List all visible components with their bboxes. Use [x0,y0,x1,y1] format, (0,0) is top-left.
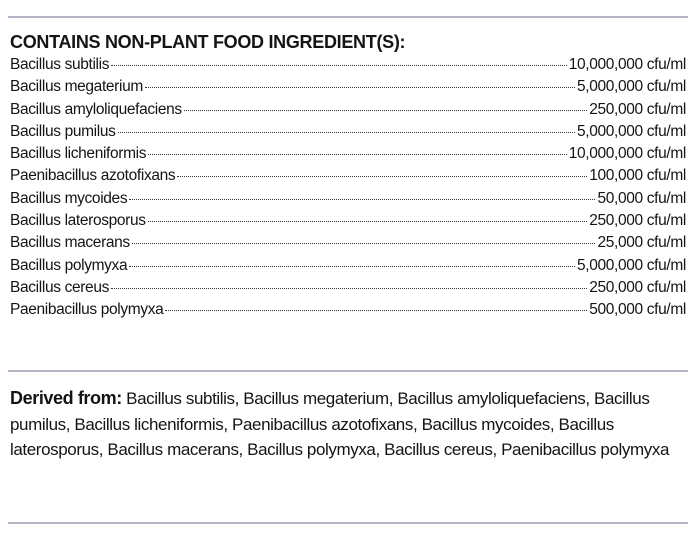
ingredient-amount: 250,000 cfu/ml [589,100,686,118]
dot-leader [129,266,575,267]
ingredient-amount: 250,000 cfu/ml [589,212,686,230]
ingredient-name: Bacillus macerans [10,234,130,252]
dot-leader [111,65,567,66]
derived-from-label: Derived from: [10,388,122,408]
dot-leader [148,221,588,222]
ingredient-row [10,234,686,256]
middle-divider [8,370,688,372]
bottom-divider [8,522,688,524]
ingredient-name: Paenibacillus polymyxa [10,301,164,319]
ingredient-row [10,101,686,123]
ingredient-name: Bacillus subtilis [10,56,110,73]
dot-leader [132,243,596,244]
ingredient-name: Bacillus pumilus [10,122,116,140]
dot-leader [184,110,587,111]
ingredient-name: Bacillus polymyxa [10,256,128,274]
dot-leader [165,310,587,311]
dot-leader [177,176,587,177]
ingredient-amount: 50,000 cfu/ml [597,189,686,207]
ingredient-row [10,123,686,145]
ingredient-amount: 250,000 cfu/ml [589,278,686,296]
ingredient-amount: 25,000 cfu/ml [597,234,686,252]
ingredient-amount: 10,000,000 cfu/ml [568,145,686,163]
ingredient-amount: 5,000,000 cfu/ml [576,122,686,140]
dot-leader [118,132,575,133]
ingredient-row [10,279,686,301]
derived-from-text: Bacillus subtilis, Bacillus megaterium, Bacillus amyloliquefaciens, Bacillus pumilus, Bacillus licheniformis, Paenibacillus azotofixans, Bacillus mycoides, Bacillus laterosporus, Bacillus macerans, Bacillus polymyxa, Bacillus cereus, Paenibacillus polymyxa [10,389,670,459]
ingredient-name: Paenibacillus azotofixans [10,167,176,185]
ingredient-name: Bacillus laterosporus [10,212,146,230]
ingredient-row [10,78,686,100]
ingredient-amount: 5,000,000 cfu/ml [576,256,686,274]
derived-from-paragraph [10,386,670,463]
ingredient-row [10,190,686,212]
ingredient-row [10,301,686,323]
ingredient-list [10,56,686,324]
ingredient-row [10,167,686,189]
ingredient-row [10,145,686,167]
ingredient-amount: 10,000,000 cfu/ml [568,56,686,73]
dot-leader [145,87,575,88]
ingredient-row [10,212,686,234]
ingredient-name: Bacillus cereus [10,278,109,296]
top-divider [8,16,688,18]
ingredient-name: Bacillus licheniformis [10,145,147,163]
ingredient-amount: 500,000 cfu/ml [589,301,686,319]
ingredient-amount: 100,000 cfu/ml [589,167,686,185]
ingredient-name: Bacillus amyloliquefaciens [10,100,182,118]
ingredient-name: Bacillus mycoides [10,189,128,207]
ingredient-name: Bacillus megaterium [10,78,143,96]
ingredient-row [10,56,686,78]
dot-leader [148,154,567,155]
dot-leader [129,199,595,200]
ingredient-row [10,257,686,279]
ingredient-amount: 5,000,000 cfu/ml [576,78,686,96]
dot-leader [111,288,587,289]
ingredients-heading: CONTAINS NON-PLANT FOOD INGREDIENT(S): [10,32,406,52]
